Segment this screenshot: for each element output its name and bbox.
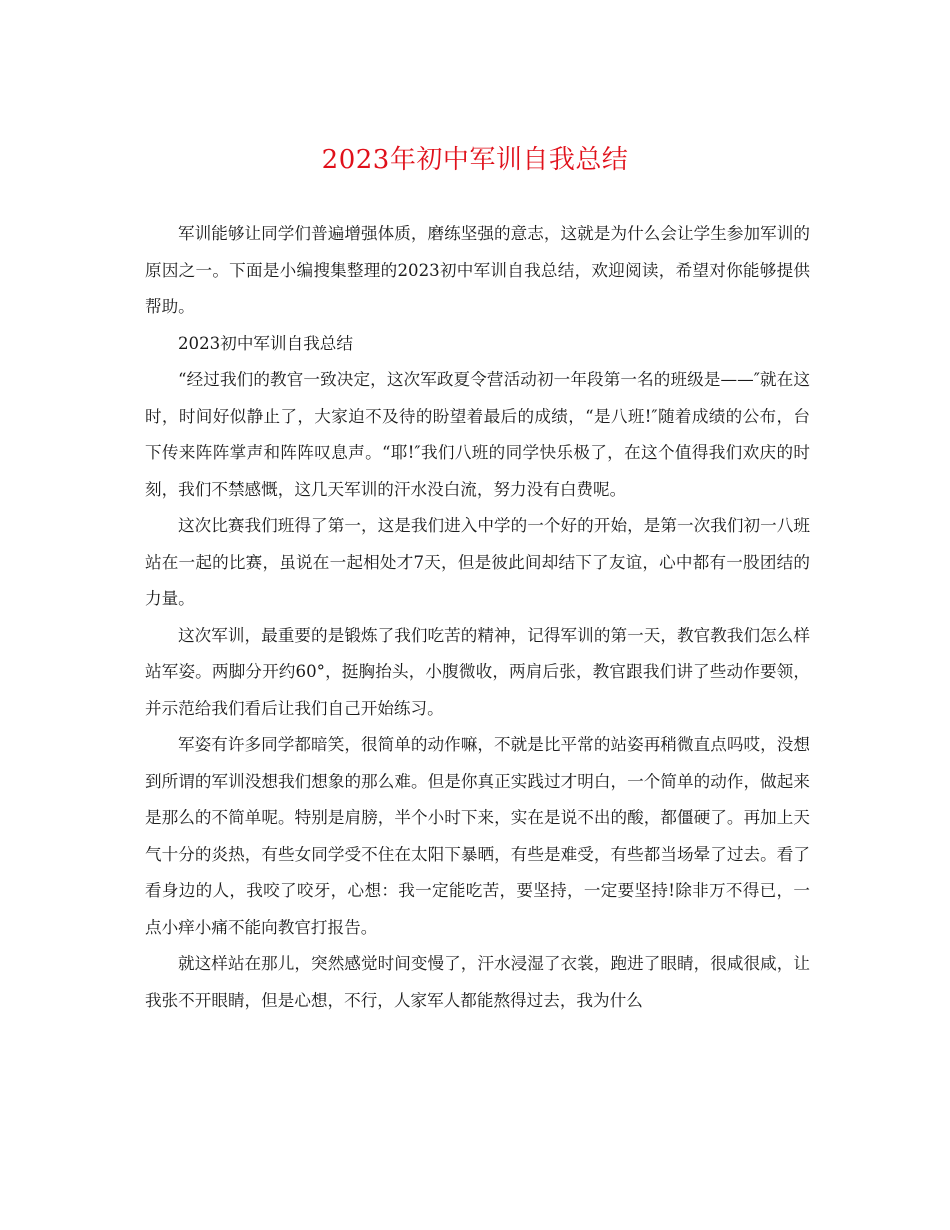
body-paragraph: 这次军训，最重要的是锻炼了我们吃苦的精神，记得军训的第一天，教官教我们怎么样站军姿。两脚分开约60°，挺胸抬头，小腹微收，两肩后张，教官跟我们讲了些动作要领，并示范给我们看后让我们自己开始练习。 bbox=[145, 625, 810, 718]
body-paragraph: “经过我们的教官一致决定，这次军政夏令营活动初一年段第一名的班级是——″就在这时，时间好似静止了，大家迫不及待的盼望着最后的成绩，“是八班!″随着成绩的公布，台下传来阵阵掌声和阵阵叹息声。“耶!″我们八班的同学快乐极了，在这个值得我们欢庆的时刻，我们不禁感慨，这几天军训的汗水没白流，努力没有白费呢。 bbox=[145, 370, 810, 499]
intro-paragraph: 军训能够让同学们普遍增强体质，磨练坚强的意志，这就是为什么会让学生参加军训的原因之一。下面是小编搜集整理的2023初中军训自我总结，欢迎阅读，希望对你能够提供帮助。 bbox=[145, 224, 810, 316]
document-title: 2023年初中军训自我总结 bbox=[321, 145, 629, 175]
document-body bbox=[145, 216, 810, 1019]
body-paragraph: 就这样站在那儿，突然感觉时间变慢了，汗水浸湿了衣裳，跑进了眼睛，很咸很咸，让我张不开眼睛，但是心想，不行，人家军人都能熬得过去，我为什么 bbox=[145, 954, 810, 1010]
body-paragraph: 这次比赛我们班得了第一，这是我们进入中学的一个好的开始，是第一次我们初一八班站在一起的比赛，虽说在一起相处才7天，但是彼此间却结下了友谊，心中都有一股团结的力量。 bbox=[145, 516, 810, 608]
body-paragraph: 军姿有许多同学都暗笑，很简单的动作嘛，不就是比平常的站姿再稍微直点吗哎，没想到所谓的军训没想我们想象的那么难。但是你真正实践过才明白，一个简单的动作，做起来是那么的不简单呢。特别是肩膀，半个小时下来，实在是说不出的酸，都僵硬了。再加上天气十分的炎热，有些女同学受不住在太阳下暴晒，有些是难受，有些都当场晕了过去。看了看身边的人，我咬了咬牙，心想：我一定能吃苦，要坚持，一定要坚持!除非万不得已，一点小痒小痛不能向教官打报告。 bbox=[145, 735, 810, 937]
section-subtitle: 2023初中军训自我总结 bbox=[178, 333, 353, 353]
